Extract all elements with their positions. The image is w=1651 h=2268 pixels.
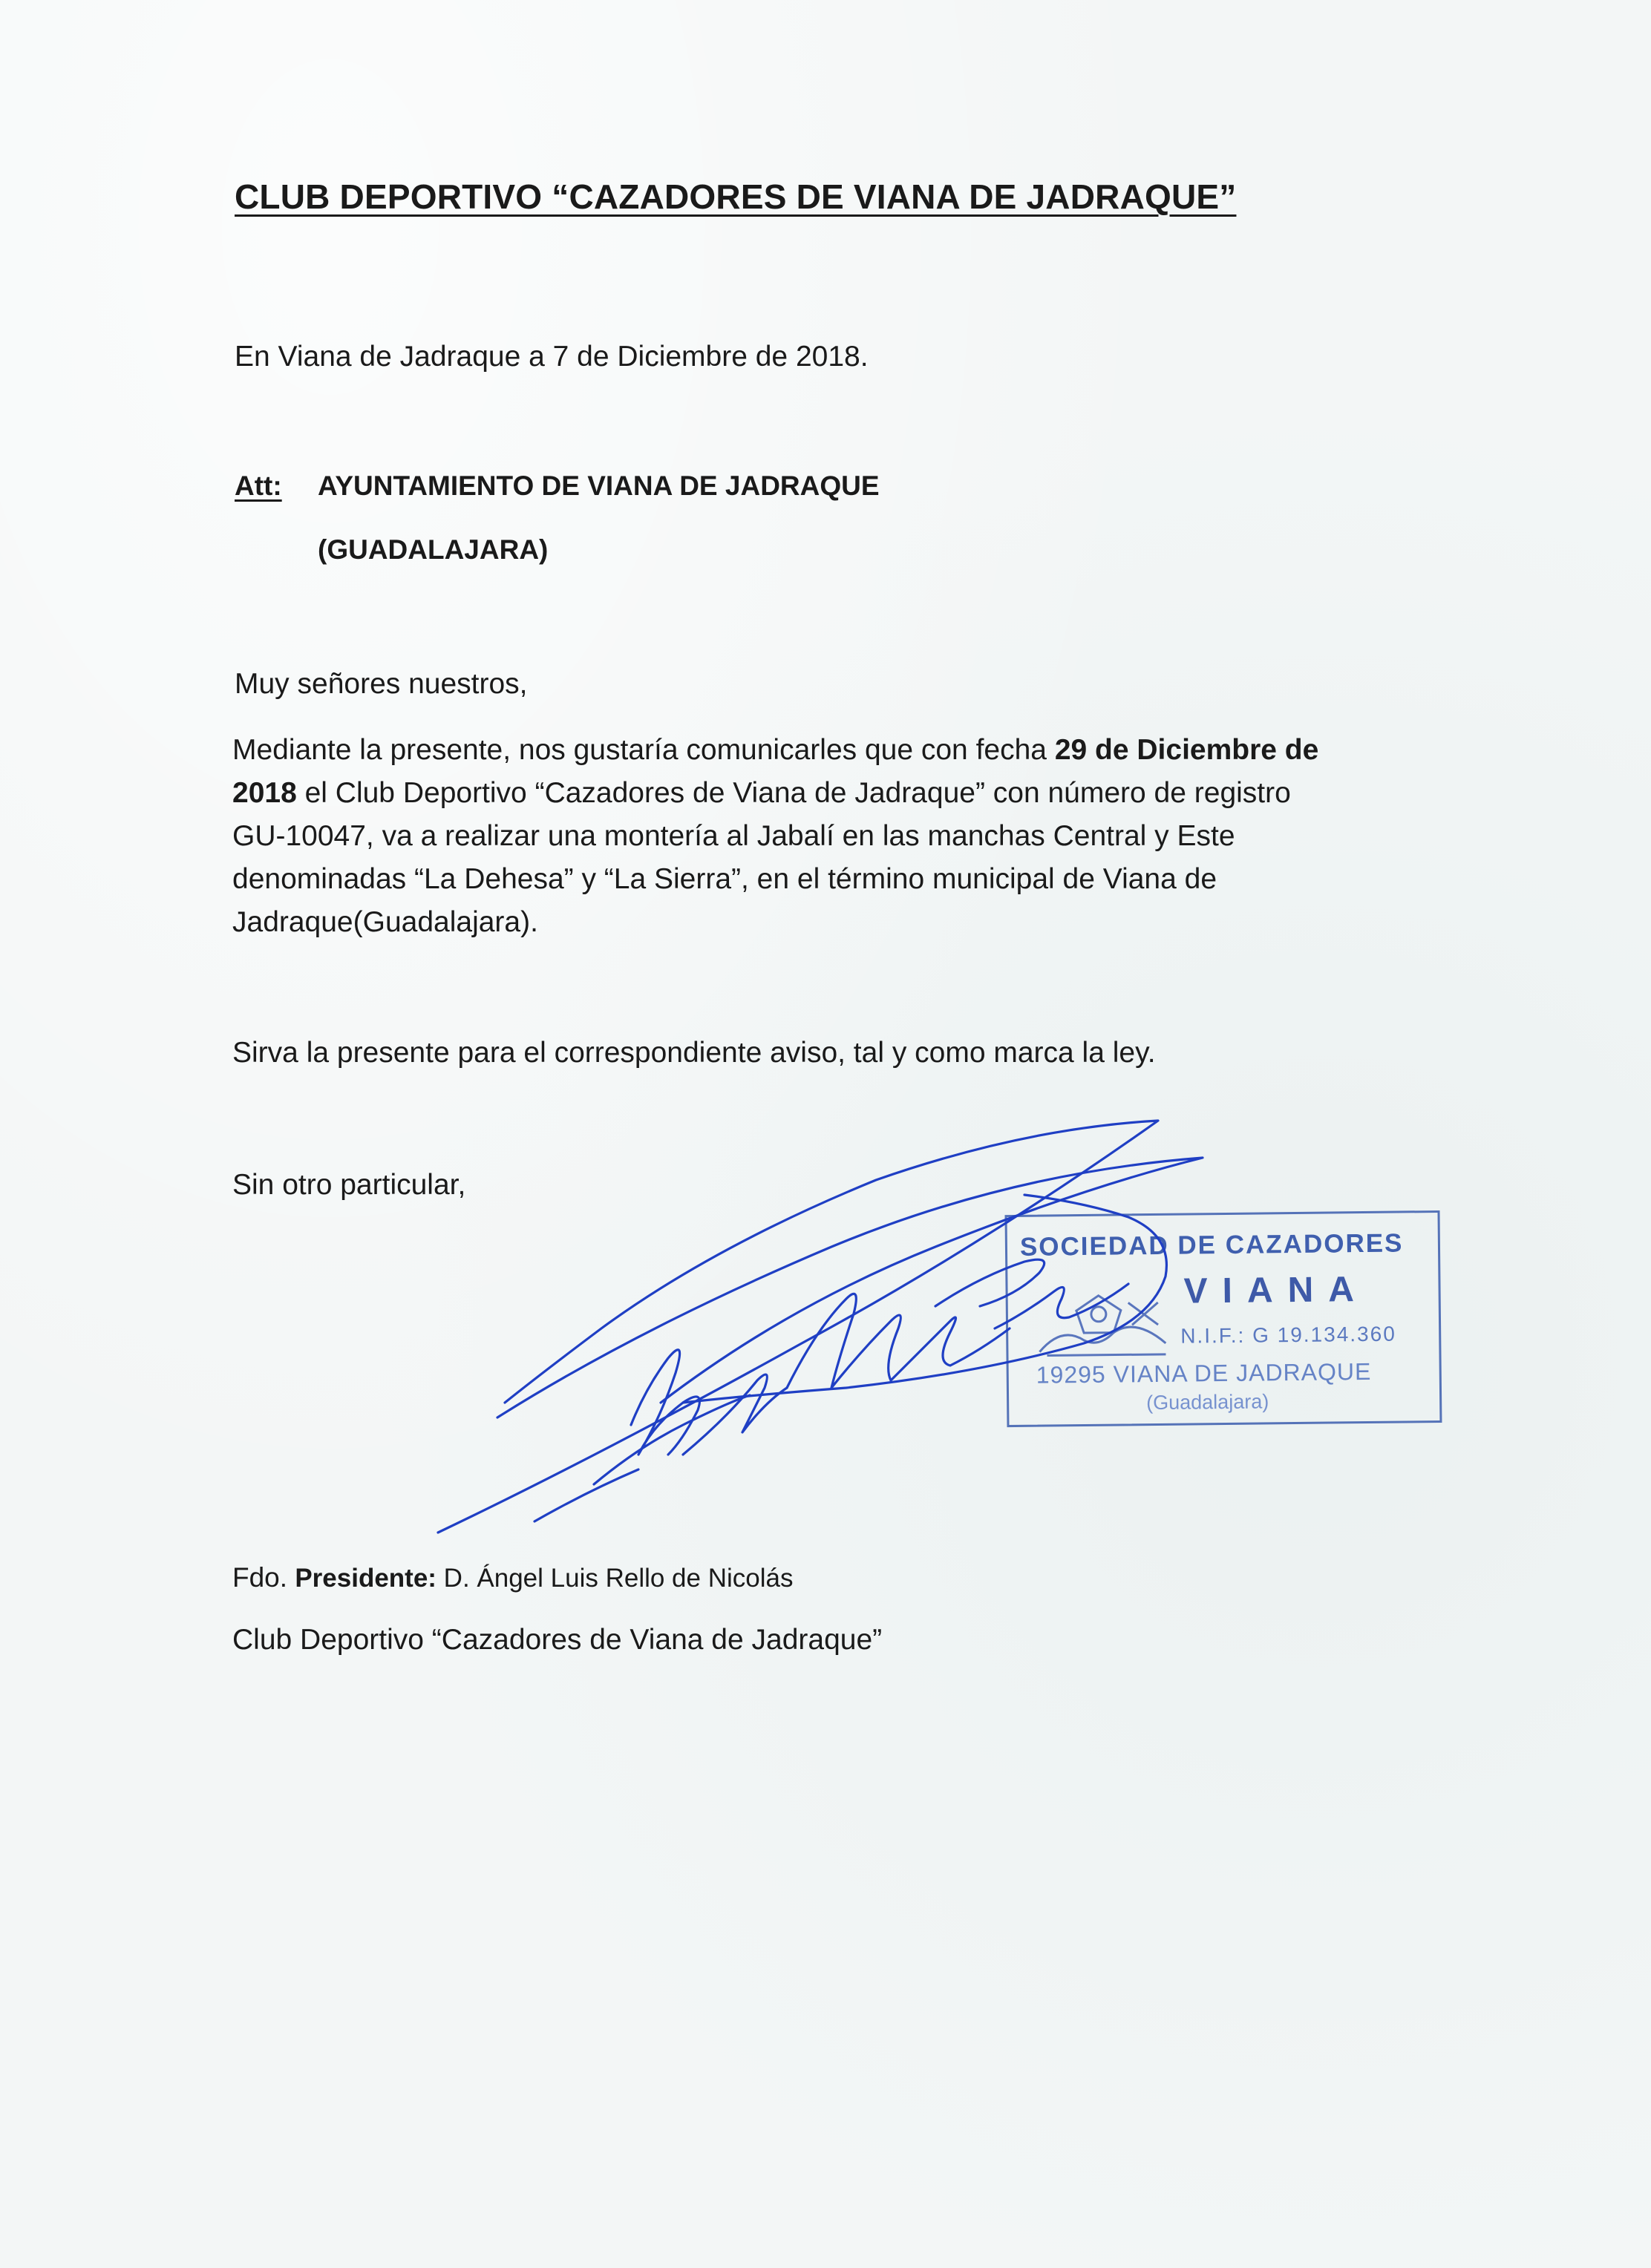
signatory-role: Presidente: — [295, 1564, 437, 1593]
closing-line: Sin otro particular, — [232, 1169, 466, 1201]
event-year-bold: 2018 — [232, 777, 297, 809]
notice-line: Sirva la presente para el correspondiente aviso, tal y como marca la ley. — [232, 1037, 1156, 1069]
signatory-name: D. Ángel Luis Rello de Nicolás — [436, 1564, 794, 1593]
recipient-name: AYUNTAMIENTO DE VIANA DE JADRAQUE — [318, 471, 880, 501]
event-date-bold: 29 de Diciembre de — [1054, 734, 1319, 766]
body-line-3: GU-10047, va a realizar una montería al Jabalí en las manchas Central y Este — [232, 820, 1235, 852]
signed-prefix: Fdo. — [232, 1562, 295, 1593]
body-line-5: Jadraque(Guadalajara). — [232, 906, 538, 938]
signatory-line — [232, 1559, 793, 1598]
body-text: Mediante la presente, nos gustaría comunicarles que con fecha — [232, 734, 1055, 766]
body-line-2 — [232, 772, 1420, 815]
date-line: En Viana de Jadraque a 7 de Diciembre de 2018. — [235, 341, 869, 373]
handwritten-signature — [416, 1106, 1292, 1551]
club-name-line: Club Deportivo “Cazadores de Viana de Jadraque” — [232, 1624, 883, 1656]
att-label: Att: — [235, 471, 282, 501]
letter-title: CLUB DEPORTIVO “CAZADORES DE VIANA DE JADRAQUE” — [235, 177, 1237, 216]
greeting: Muy señores nuestros, — [235, 668, 528, 700]
stamp-nif: N.I.F.: G 19.134.360 — [1180, 1322, 1396, 1348]
body-text: el Club Deportivo “Cazadores de Viana de Jadraque” con número de registro — [296, 777, 1291, 809]
stamp-address: 19295 VIANA DE JADRAQUE — [1036, 1357, 1372, 1389]
stamp-province: (Guadalajara) — [1146, 1390, 1269, 1415]
recipient-province: (GUADALAJARA) — [318, 534, 549, 565]
body-line-4: denominadas “La Dehesa” y “La Sierra”, en el término municipal de Viana de — [232, 863, 1217, 895]
body-paragraph — [232, 729, 1420, 944]
stamp-town-name: VIANA — [1183, 1269, 1370, 1311]
body-line-1 — [232, 729, 1420, 772]
stamp-society-name: SOCIEDAD DE CAZADORES — [1019, 1228, 1404, 1262]
